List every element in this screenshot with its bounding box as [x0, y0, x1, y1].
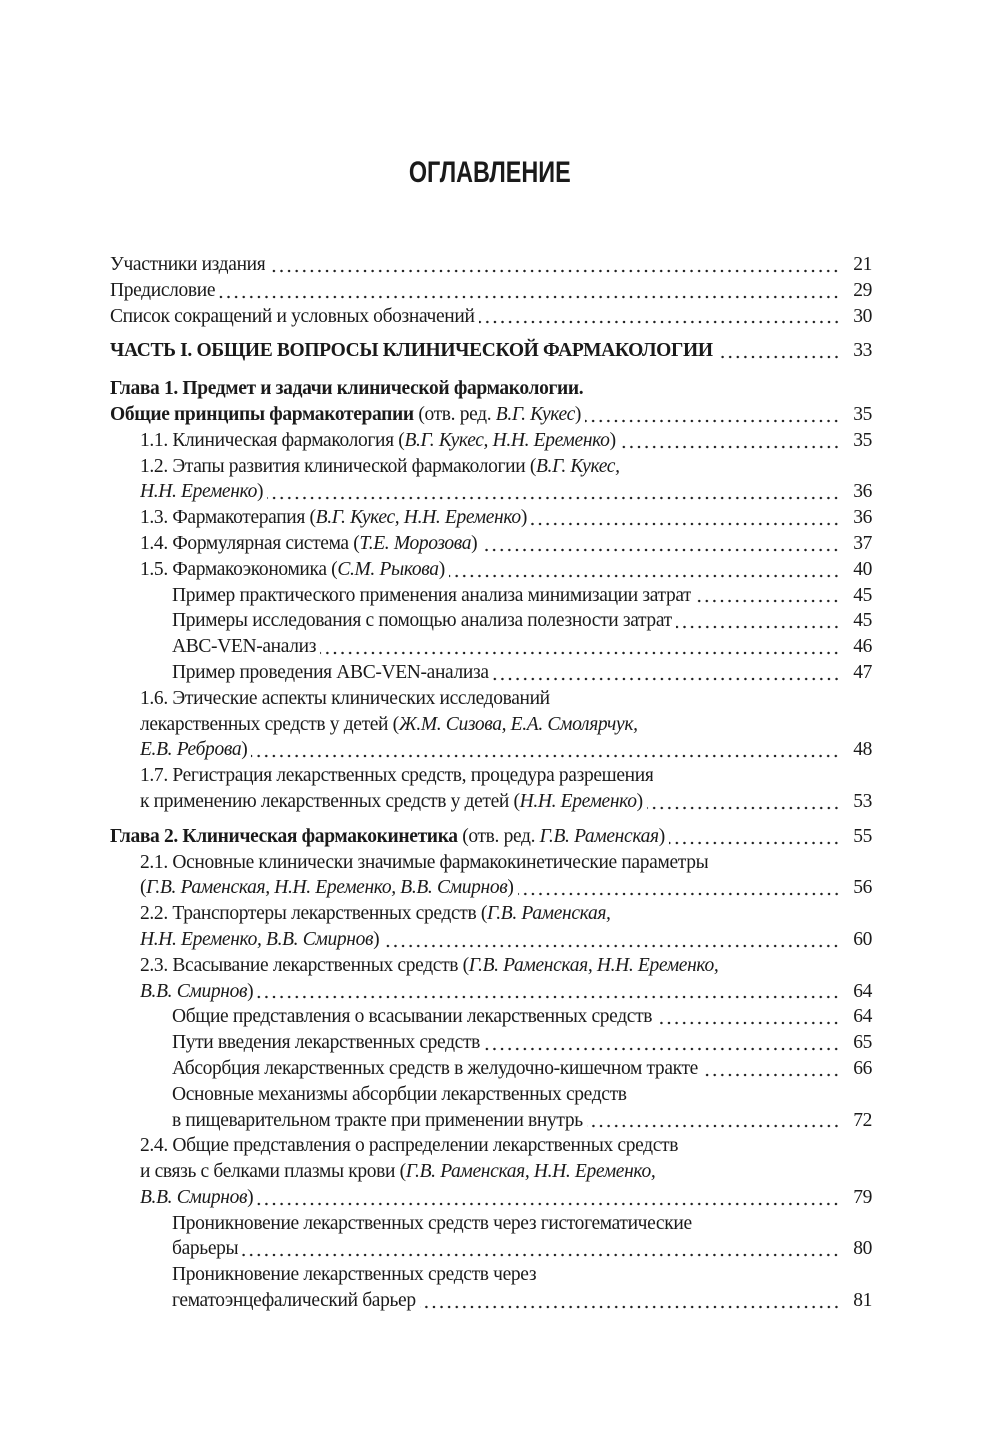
title-text: Предисловие [110, 279, 216, 301]
title-text: гематоэнцефалический барьер [172, 1290, 416, 1312]
title-text: Пример практического применения анализа минимизации затрат [172, 584, 692, 606]
toc-entry-title [172, 1211, 692, 1237]
toc-entry-line [110, 304, 872, 330]
toc-entry-title [140, 979, 253, 1005]
page-number[interactable]: 48 [853, 739, 872, 761]
page-number[interactable]: 55 [853, 825, 872, 847]
author-names: Г.В. Раменская, Н.Н. Еременко, [405, 1161, 656, 1183]
author-names: Н.Н. Еременко, В.В. Смирнов [140, 928, 374, 950]
toc-entry-title [140, 479, 263, 505]
toc-entry-title [140, 953, 718, 979]
toc-entry-title [140, 557, 445, 583]
page-title [0, 156, 980, 190]
title-text: к применению лекарственных средств у детей ( [140, 790, 520, 812]
author-names: В.Г. Кукес [495, 403, 575, 425]
toc-entry[interactable] [110, 252, 872, 278]
leader-dots [676, 624, 840, 630]
toc-entry-title [172, 1236, 238, 1262]
page-number[interactable]: 66 [853, 1057, 872, 1079]
toc-entry[interactable] [110, 824, 872, 850]
toc-entry-line [110, 634, 872, 660]
author-names: Г.В. Раменская, [487, 903, 611, 925]
author-names: Г.В. Раменская [539, 825, 659, 847]
leader-dots [479, 319, 840, 325]
leader-dots [383, 943, 840, 949]
page-number[interactable]: 56 [853, 877, 872, 899]
title-text: Пример проведения ABC-VEN-анализа [172, 661, 489, 683]
toc-entry-title [140, 850, 708, 876]
toc-entry-line [110, 1056, 872, 1082]
page-number[interactable]: 40 [853, 558, 872, 580]
toc-entry-line [110, 338, 872, 364]
page-title-text: ОГЛАВЛЕНИЕ [409, 156, 571, 189]
page-number[interactable]: 45 [853, 610, 872, 632]
title-text: Абсорбция лекарственных средств в желудочно-кишечном тракте [172, 1057, 698, 1079]
toc-entry-title [110, 376, 583, 402]
toc-entry-line [110, 454, 872, 480]
toc-entry-line [110, 608, 872, 634]
toc-entry-line [110, 1004, 872, 1030]
toc-entry[interactable] [110, 1004, 872, 1030]
title-text: барьеры [172, 1238, 239, 1260]
title-text: 2.2. Транспортеры лекарственных средств ( [140, 903, 487, 925]
page-number[interactable]: 33 [853, 340, 872, 362]
title-text: 1.2. Этапы развития клинической фармакологии ( [140, 455, 536, 477]
toc-entry-title [172, 1056, 698, 1082]
toc-entry-line [110, 686, 872, 712]
author-names: Е.В. Реброва [140, 739, 242, 761]
toc-entry[interactable] [110, 505, 872, 531]
toc-entry-line [110, 479, 872, 505]
toc-entry-title [172, 1108, 583, 1134]
page-number[interactable]: 36 [853, 507, 872, 529]
title-text: Участники издания [110, 254, 266, 275]
title-text: 1.1. Клиническая фармакология ( [140, 429, 405, 451]
toc-entry[interactable] [110, 1082, 872, 1134]
title-text: ) [636, 790, 643, 812]
toc-entry-line [110, 1159, 872, 1185]
toc-entry-title [140, 789, 643, 815]
toc-entry-title [140, 1133, 678, 1159]
title-text: ) [520, 507, 527, 529]
toc-entry-line [110, 737, 872, 763]
page-number[interactable]: 47 [853, 661, 872, 683]
toc-entry-line [110, 252, 872, 278]
toc-entry-title [172, 1004, 652, 1030]
leader-dots [449, 573, 840, 579]
title-text: ) [438, 558, 445, 580]
page-number[interactable]: 37 [853, 532, 872, 554]
author-names: С.М. Рыкова [337, 558, 439, 580]
leader-dots [251, 753, 840, 759]
page-number[interactable]: 29 [853, 279, 872, 301]
toc-entry-title [172, 1082, 627, 1108]
toc-entry[interactable] [110, 583, 872, 609]
toc-entry-line [110, 1211, 872, 1237]
page-number[interactable]: 72 [853, 1109, 872, 1131]
toc-entry[interactable] [110, 660, 872, 686]
title-text: Проникновение лекарственных средств через гистогематические [172, 1212, 692, 1234]
leader-dots [531, 521, 840, 527]
table-of-contents [110, 252, 872, 1314]
toc-entry-line [110, 927, 872, 953]
leader-dots [219, 294, 840, 300]
leader-dots [493, 676, 840, 682]
leader-dots [717, 354, 840, 360]
title-text: ) [256, 481, 264, 503]
toc-entry-title [140, 1185, 253, 1211]
toc-entry-line [110, 505, 872, 531]
toc-entry[interactable] [110, 338, 872, 364]
page-number[interactable]: 36 [853, 481, 872, 503]
leader-dots [257, 1201, 840, 1207]
toc-entry-line [110, 875, 872, 901]
title-text: ) [658, 825, 665, 847]
toc-entry-title [140, 531, 477, 557]
toc-entry[interactable] [110, 763, 872, 815]
title-text: 1.7. Регистрация лекарственных средств, процедура разрешения [140, 765, 654, 787]
toc-entry-line [110, 824, 872, 850]
title-text: Общие представления о всасывании лекарственных средств [172, 1006, 653, 1028]
toc-entry-title [172, 660, 489, 686]
title-text: и связь с белками плазмы крови ( [140, 1161, 406, 1183]
toc-entry-title [172, 608, 672, 634]
author-names: В.В. Смирнов [140, 980, 248, 1002]
page-number[interactable]: 81 [853, 1290, 872, 1312]
toc-entry[interactable] [110, 1056, 872, 1082]
toc-entry[interactable] [110, 557, 872, 583]
toc-entry-title [140, 1159, 655, 1185]
toc-entry-title [140, 927, 379, 953]
leader-dots [656, 1020, 840, 1026]
toc-entry-line [110, 1108, 872, 1134]
page-number[interactable]: 35 [853, 429, 872, 451]
toc-entry[interactable] [110, 608, 872, 634]
toc-entry-title [172, 1262, 536, 1288]
toc-entry-title [140, 712, 638, 738]
toc-entry-title [110, 824, 665, 850]
title-text: ) [574, 403, 582, 425]
title-text: Глава 1. Предмет и задачи клинической фармакологии. [110, 378, 584, 400]
author-names: Т.Е. Морозова [359, 532, 472, 554]
toc-entry-line [110, 1236, 872, 1262]
toc-entry[interactable] [110, 454, 872, 506]
toc-entry[interactable] [110, 850, 872, 902]
title-text: ) [247, 980, 254, 1002]
author-names: Н.Н. Еременко [519, 790, 637, 812]
title-text: Список сокращений и условных обозначений [110, 305, 475, 327]
toc-entry-line [110, 979, 872, 1005]
toc-entry-line [110, 1133, 872, 1159]
author-names: Ж.М. Сизова, Е.А. Смолярчук, [398, 713, 638, 735]
toc-entry-title [110, 338, 713, 364]
page-number[interactable]: 45 [853, 584, 872, 606]
title-text: ABC-VEN-анализ [172, 636, 317, 658]
page-number[interactable]: 30 [853, 305, 872, 327]
title-text: 2.1. Основные клинически значимые фармакокинетические параметры [140, 851, 709, 873]
title-text: 1.3. Фармакотерапия ( [140, 507, 316, 529]
page-number[interactable]: 53 [853, 790, 872, 812]
toc-entry[interactable] [110, 634, 872, 660]
author-names: Г.В. Раменская, Н.Н. Еременко, [468, 954, 719, 976]
title-text: ) [507, 877, 514, 899]
leader-dots [320, 650, 840, 656]
toc-entry[interactable] [110, 304, 872, 330]
leader-dots [587, 1123, 840, 1129]
author-names: В.В. Смирнов [140, 1186, 248, 1208]
toc-entry-line [110, 789, 872, 815]
leader-dots [242, 1252, 840, 1258]
toc-entry-line [110, 1185, 872, 1211]
title-text: 2.4. Общие представления о распределении лекарственных средств [140, 1135, 679, 1157]
leader-dots [518, 891, 840, 897]
toc-entry-title [140, 901, 611, 927]
title-text: Пути введения лекарственных средств [172, 1032, 481, 1054]
leader-dots [669, 840, 840, 846]
page-number[interactable]: 60 [853, 928, 872, 950]
title-text: ) [247, 1186, 254, 1208]
leader-dots [269, 268, 840, 274]
toc-entry-line [110, 428, 872, 454]
toc-entry[interactable] [110, 1030, 872, 1056]
title-text: ) [241, 739, 248, 761]
leader-dots [420, 1304, 840, 1310]
toc-entry-line [110, 402, 872, 428]
leader-dots [257, 994, 840, 1000]
toc-entry-line [110, 712, 872, 738]
leader-dots [620, 444, 840, 450]
toc-entry[interactable] [110, 953, 872, 1005]
toc-entry-title [110, 252, 265, 278]
toc-entry-line [110, 583, 872, 609]
page-number[interactable]: 64 [853, 1006, 872, 1028]
title-text: в пищеварительном тракте при применении внутрь [172, 1109, 583, 1131]
toc-entry-line [110, 953, 872, 979]
toc-entry-line [110, 1262, 872, 1288]
title-text: Общие принципы фармакотерапии [110, 403, 414, 425]
title-text: ) [471, 532, 478, 554]
toc-entry-line [110, 850, 872, 876]
author-names: Н.Н. Еременко [140, 481, 257, 503]
author-names: В.Г. Кукес, Н.Н. Еременко [315, 507, 521, 529]
title-text: (отв. ред. [457, 825, 540, 847]
title-text: 1.5. Фармакоэкономика ( [140, 558, 338, 580]
title-text: ) [609, 429, 616, 451]
leader-dots [647, 805, 840, 811]
toc-entry-line [110, 1030, 872, 1056]
title-text: Примеры исследования с помощью анализа полезности затрат [172, 610, 672, 632]
leader-dots [695, 598, 840, 604]
toc-entry-title [172, 1030, 480, 1056]
title-text: (отв. ред. [413, 403, 496, 425]
toc-entry[interactable] [110, 1133, 872, 1210]
toc-entry-title [172, 634, 316, 660]
toc-entry-title [110, 304, 475, 330]
toc-entry-line [110, 531, 872, 557]
leader-dots [484, 1046, 840, 1052]
page-number[interactable]: 35 [853, 403, 872, 425]
toc-entry-line [110, 763, 872, 789]
author-names: В.Г. Кукес, Н.Н. Еременко [404, 429, 610, 451]
toc-entry-line [110, 1082, 872, 1108]
title-text: 1.6. Этические аспекты клинических исследований [140, 687, 550, 709]
toc-entry[interactable] [110, 901, 872, 953]
page-number[interactable]: 80 [853, 1238, 872, 1260]
page-number[interactable]: 64 [853, 980, 872, 1002]
toc-entry-title [140, 686, 550, 712]
toc-entry-title [140, 505, 527, 531]
toc-entry-title [140, 454, 620, 480]
toc-entry-line [110, 278, 872, 304]
toc-entry-title [140, 763, 653, 789]
leader-dots [481, 547, 840, 553]
page-number[interactable]: 79 [853, 1186, 872, 1208]
title-text: 2.3. Всасывание лекарственных средств ( [140, 954, 469, 976]
title-text: ЧАСТЬ I. ОБЩИЕ ВОПРОСЫ КЛИНИЧЕСКОЙ ФАРМАКОЛОГИИ [110, 340, 713, 362]
toc-entry-title [140, 875, 514, 901]
toc-entry-line [110, 376, 872, 402]
toc-entry-title [110, 278, 215, 304]
toc-entry-line [110, 660, 872, 686]
toc-entry-line [110, 557, 872, 583]
toc-entry-title [140, 737, 247, 763]
author-names: Г.В. Раменская, Н.Н. Еременко, В.В. Смирнов [146, 877, 508, 899]
title-text: ) [373, 928, 380, 950]
toc-entry[interactable] [110, 376, 872, 428]
page-number[interactable]: 21 [853, 254, 872, 275]
toc-entry-title [172, 1288, 416, 1314]
leader-dots [585, 418, 840, 424]
toc-entry[interactable] [110, 278, 872, 304]
leader-dots [267, 495, 840, 501]
toc-entry-title [140, 428, 616, 454]
title-text: 1.4. Формулярная система ( [140, 532, 360, 554]
toc-entry[interactable] [110, 428, 872, 454]
leader-dots [702, 1072, 840, 1078]
title-text: Проникновение лекарственных средств через [172, 1264, 537, 1286]
toc-entry-line [110, 1288, 872, 1314]
title-text: Основные механизмы абсорбции лекарственных средств [172, 1083, 627, 1105]
toc-entry[interactable] [110, 1262, 872, 1314]
title-text: Глава 2. Клиническая фармакокинетика [110, 825, 458, 847]
title-text: лекарственных средств у детей ( [140, 713, 399, 735]
toc-entry[interactable] [110, 686, 872, 763]
toc-entry-title [110, 402, 581, 428]
toc-entry[interactable] [110, 531, 872, 557]
title-text: ( [140, 877, 147, 899]
toc-entry-line [110, 901, 872, 927]
page-number[interactable]: 46 [853, 636, 872, 658]
page-number[interactable]: 65 [853, 1032, 872, 1054]
author-names: В.Г. Кукес, [535, 455, 620, 477]
toc-entry-title [172, 583, 691, 609]
toc-entry[interactable] [110, 1211, 872, 1263]
